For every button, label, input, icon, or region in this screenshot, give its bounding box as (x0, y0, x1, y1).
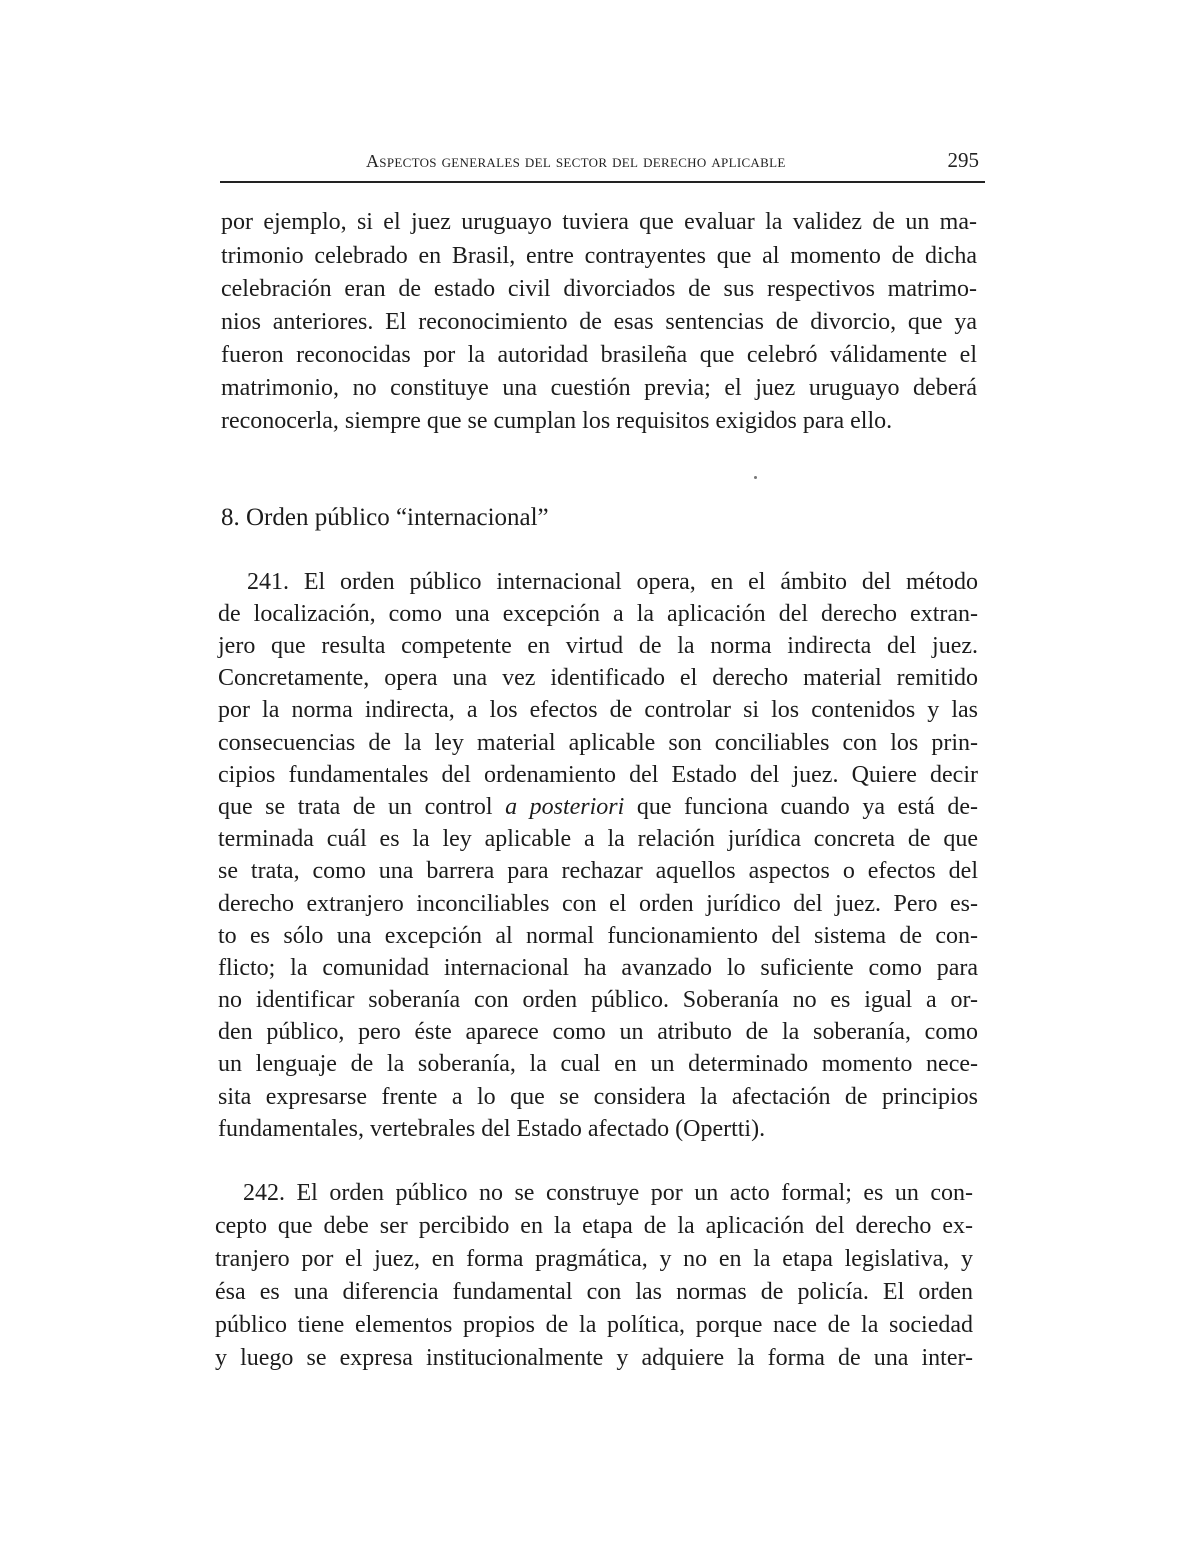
text-line: se trata, como una barrera para rechazar aquellos aspectos o efectos del (218, 858, 978, 884)
text-line: jero que resulta competente en virtud de la norma indirecta del juez. (218, 633, 978, 659)
text-run: que funciona cuando ya está de- (624, 794, 978, 820)
text-line: reconocerla, siempre que se cumplan los requisitos exigidos para ello. (221, 408, 893, 434)
text-line: por la norma indirecta, a los efectos de controlar si los contenidos y las (218, 697, 978, 723)
running-header (220, 147, 985, 183)
text-line: cepto que debe ser percibido en la etapa de la aplicación del derecho ex- (215, 1213, 973, 1239)
text-line: consecuencias de la ley material aplicable son conciliables con los prin- (218, 730, 978, 756)
text-line: un lenguaje de la soberanía, la cual en un determinado momento nece- (218, 1051, 978, 1077)
text-line: y luego se expresa institucionalmente y adquiere la forma de una inter- (215, 1345, 973, 1371)
text-line: 242. El orden público no se construye por un acto formal; es un con- (243, 1180, 973, 1206)
text-line: tranjero por el juez, en forma pragmática, y no en la etapa legislativa, y (215, 1246, 973, 1272)
italic-term: a posteriori (505, 794, 625, 820)
text-run: que se trata de un control (218, 794, 506, 820)
text-line: sita expresarse frente a lo que se considera la afectación de principios (218, 1084, 978, 1110)
text-line: terminada cuál es la ley aplicable a la relación jurídica concreta de que (218, 826, 978, 852)
section-heading: 8. Orden público “internacional” (221, 504, 549, 531)
text-line: den público, pero éste aparece como un atributo de la soberanía, como (218, 1019, 978, 1045)
running-title: Aspectos generales del sector del derecho aplicable (366, 151, 786, 171)
text-line: matrimonio, no constituye una cuestión previa; el juez uruguayo deberá (221, 375, 977, 401)
text-line: cipios fundamentales del ordenamiento del Estado del juez. Quiere decir (218, 762, 978, 788)
text-line: to es sólo una excepción al normal funcionamiento del sistema de con- (218, 923, 978, 949)
text-line: derecho extranjero inconciliables con el orden jurídico del juez. Pero es- (218, 891, 978, 917)
text-line: flicto; la comunidad internacional ha avanzado lo suficiente como para (218, 955, 978, 981)
text-line: por ejemplo, si el juez uruguayo tuviera que evaluar la validez de un ma- (221, 209, 977, 235)
text-line: fundamentales, vertebrales del Estado afectado (Opertti). (218, 1116, 766, 1142)
page-number: 295 (947, 148, 979, 172)
text-line: público tiene elementos propios de la política, porque nace de la sociedad (215, 1312, 973, 1338)
print-speck (754, 476, 757, 479)
text-line: nios anteriores. El reconocimiento de esas sentencias de divorcio, que ya (221, 309, 977, 335)
text-line (218, 791, 978, 823)
text-line: Concretamente, opera una vez identificado el derecho material remitido (218, 665, 978, 691)
text-line: de localización, como una excepción a la aplicación del derecho extran- (218, 601, 978, 627)
text-line: celebración eran de estado civil divorciados de sus respectivos matrimo- (221, 276, 977, 302)
text-line: ésa es una diferencia fundamental con las normas de policía. El orden (215, 1279, 973, 1305)
text-line: fueron reconocidas por la autoridad brasileña que celebró válidamente el (221, 342, 977, 368)
text-line: no identificar soberanía con orden público. Soberanía no es igual a or- (218, 987, 978, 1013)
text-line: 241. El orden público internacional opera, en el ámbito del método (247, 569, 978, 595)
text-line: trimonio celebrado en Brasil, entre contrayentes que al momento de dicha (221, 243, 977, 269)
